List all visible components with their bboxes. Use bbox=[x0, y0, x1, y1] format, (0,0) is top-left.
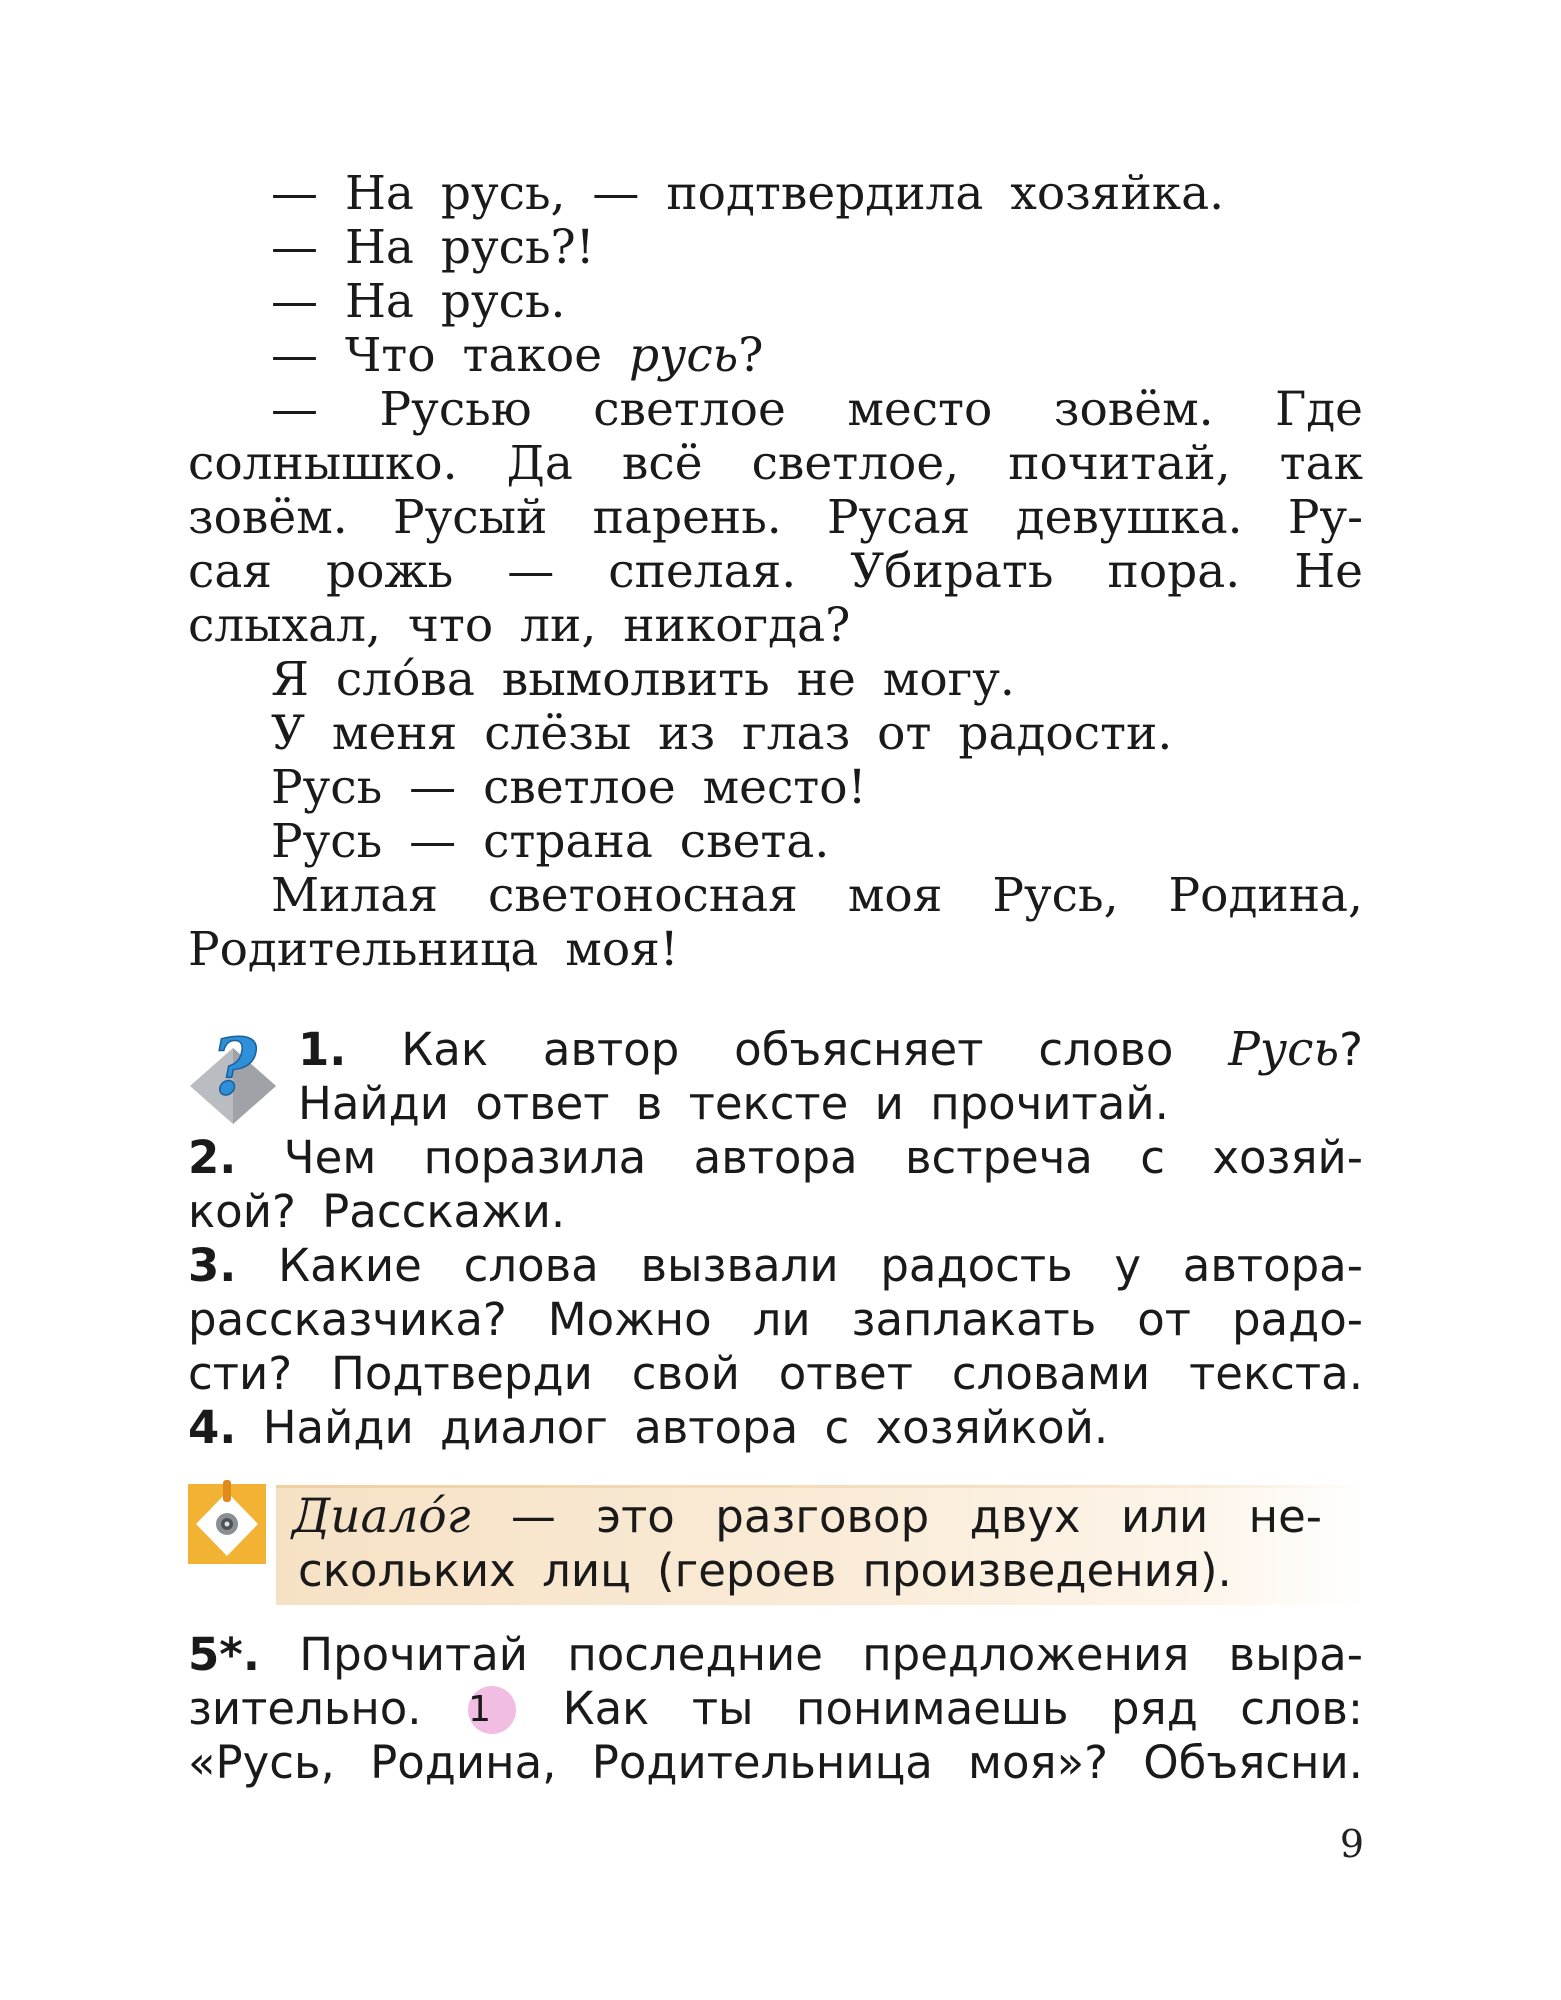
task-text: зительно. bbox=[188, 1682, 422, 1735]
question-text: Найди диалог автора с хозяйкой. bbox=[236, 1401, 1109, 1454]
question-number: 4. bbox=[188, 1401, 237, 1454]
definition-text: — это разговор двух или не- bbox=[470, 1490, 1322, 1543]
definition-term: Диало́г bbox=[292, 1489, 471, 1544]
question-number: 2. bbox=[188, 1131, 237, 1184]
story-text: — Что такое bbox=[271, 328, 629, 383]
definition-line-1 bbox=[292, 1489, 1322, 1545]
question-1 bbox=[298, 1022, 1363, 1078]
question-number: 3. bbox=[188, 1239, 237, 1292]
task-number: 5*. bbox=[188, 1628, 260, 1681]
question-4 bbox=[188, 1400, 1363, 1456]
task-5-line3: «Русь, Родина, Родительница моя»? Объясни. bbox=[188, 1736, 1363, 1789]
question-3-line3: сти? Подтверди свой ответ словами текста. bbox=[188, 1347, 1363, 1400]
story-line: слыхал, что ли, никогда? bbox=[188, 598, 851, 653]
question-text: Чем поразила автора встреча с хозяй- bbox=[236, 1131, 1363, 1184]
story-line: сая рожь — спелая. Убирать пора. Не bbox=[188, 544, 1363, 599]
story-line: Я сло́ва вымолвить не могу. bbox=[271, 652, 1015, 707]
story-line: — Русью светлое место зовём. Где bbox=[271, 382, 1363, 437]
task-text: Как ты понимаешь ряд слов: bbox=[562, 1682, 1364, 1735]
story-text: ? bbox=[738, 328, 764, 383]
story-line: Родительница моя! bbox=[188, 922, 679, 977]
story-line: Русь — страна света. bbox=[271, 814, 830, 869]
svg-text:?: ? bbox=[211, 1030, 257, 1113]
question-text: Какие слова вызвали радость у автора- bbox=[236, 1239, 1363, 1292]
question-number: 1. bbox=[298, 1023, 347, 1076]
story-line: Русь — светлое место! bbox=[271, 760, 867, 815]
story-line: У меня слёзы из глаз от радости. bbox=[271, 706, 1173, 761]
task-5-line2 bbox=[188, 1681, 1363, 1737]
question-emphasis: Русь bbox=[1228, 1022, 1340, 1077]
question-text: Как автор объясняет слово bbox=[346, 1023, 1229, 1076]
story-line: солнышко. Да всё светлое, почитай, так bbox=[188, 436, 1363, 491]
question-2-line2: кой? Расскажи. bbox=[188, 1185, 566, 1238]
definition-line-2: скольких лиц (героев произведения). bbox=[298, 1544, 1232, 1597]
question-2 bbox=[188, 1130, 1363, 1186]
task-5 bbox=[188, 1627, 1363, 1683]
task-text: Прочитай последние предложения выра- bbox=[259, 1628, 1363, 1681]
story-line: — На русь, — подтвердила хозяйка. bbox=[271, 166, 1225, 221]
page-number: 9 bbox=[1339, 1822, 1364, 1866]
story-line bbox=[271, 328, 1363, 384]
story-line: — На русь?! bbox=[271, 220, 595, 275]
circle-number-badge: 1 bbox=[468, 1686, 516, 1734]
info-icon bbox=[188, 1480, 266, 1564]
question-1-line2: Найди ответ в тексте и прочитай. bbox=[298, 1077, 1169, 1130]
question-3 bbox=[188, 1238, 1363, 1294]
story-line: зовём. Русый парень. Русая девушка. Ру- bbox=[188, 490, 1363, 545]
story-line: — На русь. bbox=[271, 274, 566, 329]
story-line: Милая светоносная моя Русь, Родина, bbox=[271, 868, 1363, 923]
question-3-line2: рассказчика? Можно ли заплакать от радо- bbox=[188, 1293, 1363, 1346]
question-text: ? bbox=[1339, 1023, 1363, 1076]
story-emphasis: русь bbox=[628, 328, 739, 383]
question-icon bbox=[188, 1030, 278, 1126]
